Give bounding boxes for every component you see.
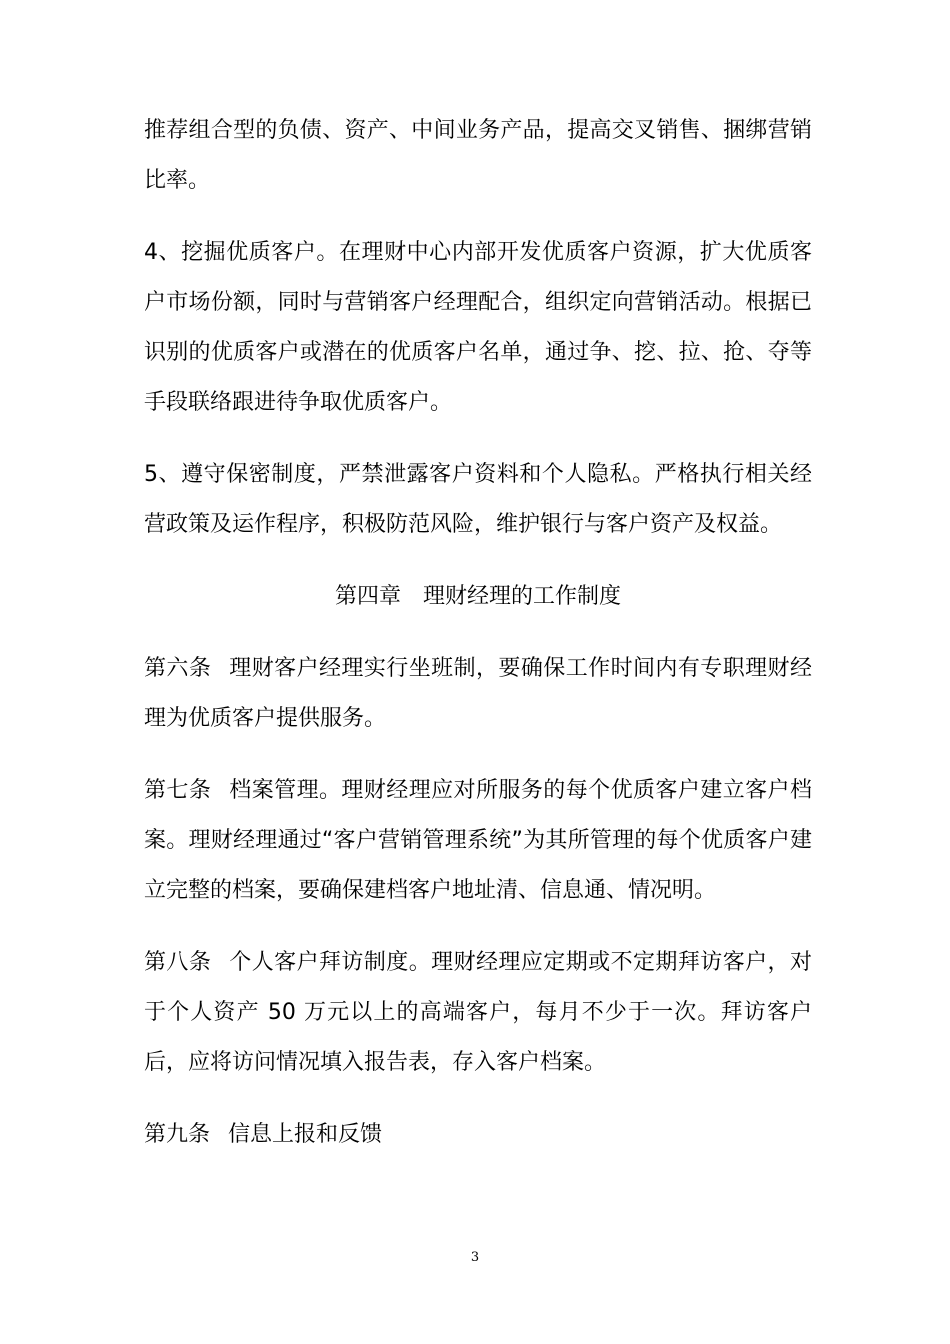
article-8 [144,938,812,1088]
article-6 [144,644,812,744]
paragraph-item-5: 5、遵守保密制度，严禁泄露客户资料和个人隐私。严格执行相关经营政策及运作程序，积极防范风险，维护银行与客户资产及权益。 [144,462,812,537]
article-text: 档案管理。理财经理应对所服务的每个优质客户建立客户档案。理财经理通过“客户营销管理系统”为其所管理的每个优质客户建立完整的档案，要确保建档客户地址清、信息通、情况明。 [144,778,812,903]
paragraph-intro: 推荐组合型的负债、资产、中间业务产品，提高交叉销售、捆绑营销比率。 [144,118,812,193]
article-text: 信息上报和反馈 [228,1122,383,1147]
article-text: 个人客户拜访制度。理财经理应定期或不定期拜访客户，对于个人资产 50 万元以上的高端客户，每月不少于一次。拜访客户后，应将访问情况填入报告表，存入客户档案。 [144,950,812,1075]
article-label: 第六条 [144,656,212,681]
chapter-heading: 第四章 理财经理的工作制度 [334,584,621,609]
article-label: 第九条 [144,1122,211,1147]
page-number: 3 [470,1250,480,1265]
article-7 [144,766,812,916]
paragraph-item-4: 4、挖掘优质客户。在理财中心内部开发优质客户资源，扩大优质客户市场份额，同时与营销客户经理配合，组织定向营销活动。根据已识别的优质客户或潜在的优质客户名单，通过争、挖、拉、抢、夺等手段联络跟进待争取优质客户。 [144,240,812,415]
article-9 [144,1110,812,1160]
article-label: 第七条 [144,778,212,803]
article-label: 第八条 [144,950,212,975]
article-text: 理财客户经理实行坐班制，要确保工作时间内有专职理财经理为优质客户提供服务。 [144,656,812,731]
document-body [144,106,812,1182]
